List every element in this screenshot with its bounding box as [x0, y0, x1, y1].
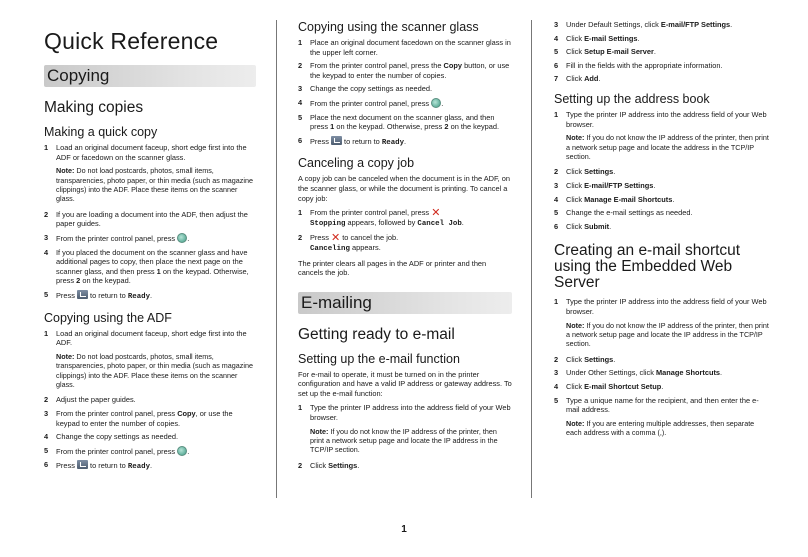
list-item: 1 Load an original document faceup, short edge first into the ADF. Note: Do not load postcards, photos, small items, transparencies, photo paper, or thin media (such as magazine clippings) into the ADF. Place these items on the scanner glass. [44, 329, 256, 390]
list-item: 2 Press ✕ to cancel the job. Canceling appears. [298, 232, 399, 253]
list-item: 5 Press to return to Ready. [44, 289, 153, 301]
email-function-heading: Setting up the e-mail function [298, 351, 460, 366]
quick-copy-steps [44, 143, 256, 303]
list-item: 2 Click Settings. [298, 460, 360, 470]
list-item: 6 Click Submit. [554, 221, 612, 231]
list-item: 3 Click E-mail/FTP Settings. [554, 180, 656, 190]
list-item: 2 Adjust the paper guides. [44, 395, 136, 405]
list-item: 2 If you are loading a document into the ADF, then adjust the paper guides. [44, 209, 248, 229]
list-item: 7 Click Add. [554, 74, 601, 84]
getting-ready-heading: Getting ready to e-mail [298, 325, 455, 343]
start-button-icon [177, 233, 187, 243]
email-shortcut-steps [554, 297, 770, 437]
back-button-icon [77, 290, 88, 299]
list-item: 1 Type the printer IP address into the address field of your Web browser. Note: If you do not know the IP address of the printer, then print a network setup page and locate the address in the TCP/IP section. [554, 109, 769, 161]
list-item: 4 From the printer control panel, press . [298, 97, 444, 108]
back-button-icon [331, 136, 342, 145]
list-item: 4 If you placed the document on the scanner glass and have additional pages to copy, then place the next page on the scanner glass, and then press 1 on the keypad. Otherwise, press 2 on the keypad. [44, 247, 249, 286]
address-book-heading: Setting up the address book [554, 91, 710, 106]
list-item: 4 Change the copy settings as needed. [44, 432, 179, 442]
list-item: 3 Under Other Settings, click Manage Shortcuts. [554, 368, 723, 378]
stop-button-icon: ✕ [431, 207, 441, 220]
column-divider [276, 20, 277, 498]
list-item: 1 Load an original document faceup, short edge first into the ADF or facedown on the scanner glass. Note: Do not load postcards, photos, small items, transparencies, photo paper, or thin media (such as magazine clippings) into the ADF. Place these items on the scanner glass. [44, 143, 256, 204]
email-function-intro: For e-mail to operate, it must be turned on in the printer configuration and have a valid IP address or gateway address. To set up the e-mail function: [298, 369, 512, 398]
list-item: 5 Change the e-mail settings as needed. [554, 208, 693, 218]
cancel-steps [298, 208, 512, 254]
note: Note: If you do not know the IP address of the printer, then print a network setup page and locate the address in the TCP/IP section. [566, 133, 769, 161]
column-divider [531, 20, 532, 498]
list-item: 2 Click Settings. [554, 167, 616, 177]
cancel-outro: The printer clears all pages in the ADF or printer and then cancels the job. [298, 258, 487, 278]
column-1 [44, 20, 256, 477]
list-item: 3 Under Default Settings, click E-mail/FTP Settings. [554, 20, 733, 29]
email-function-steps [298, 403, 512, 470]
section-heading-copying: Copying [44, 65, 256, 87]
list-item: 3 Change the copy settings as needed. [298, 84, 433, 94]
adf-heading: Copying using the ADF [44, 310, 172, 325]
list-item: 6 Fill in the fields with the appropriate information. [554, 60, 723, 70]
cancel-intro: A copy job can be canceled when the document is in the ADF, on the scanner glass, or while the document is printing. To cancel a copy job: [298, 174, 510, 203]
list-item: 3 From the printer control panel, press . [44, 233, 190, 243]
list-item: 5 Place the next document on the scanner glass, and then press 1 on the keypad. Otherwise, press 2 on the keypad. [298, 112, 500, 132]
back-button-icon [77, 460, 88, 469]
list-item: 2 Click Settings. [554, 354, 616, 364]
scanner-glass-heading: Copying using the scanner glass [298, 20, 479, 34]
adf-steps [44, 329, 256, 473]
list-item: 3 From the printer control panel, press Copy, or use the keypad to enter the number of copies. [44, 408, 233, 428]
list-item: 4 Click Manage E-mail Shortcuts. [554, 194, 675, 204]
list-item: 1 Place an original document facedown on the scanner glass in the upper left corner. [298, 38, 511, 57]
email-shortcut-heading: Creating an e-mail shortcut using the Embedded Web Server [554, 242, 741, 292]
quick-copy-heading: Making a quick copy [44, 125, 158, 139]
list-item: 1 Type the printer IP address into the address field of your Web browser. Note: If you do not know the IP address of the printer, then print a network setup page and locate the IP address in the TCP/IP section. [298, 403, 511, 455]
list-item: 6 Press to return to Ready. [298, 135, 407, 147]
list-item: 1 Type the printer IP address into the address field of your Web browser. Note: If you do not know the IP address of the printer, then print a network setup page and locate the IP address in the TCP/IP section. [554, 297, 769, 349]
note: Note: If you do not know the IP address of the printer, then print a network setup page and locate the IP address in the TCP/IP section. [310, 426, 498, 455]
stop-button-icon: ✕ [330, 232, 341, 245]
note: Note: Do not load postcards, photos, small items, transparencies, photo paper, or thin media (such as magazine clippings) into the ADF. Place these items on the scanner glass. [56, 351, 253, 389]
column-2 [298, 20, 512, 474]
scanner-glass-steps [298, 38, 512, 148]
list-item: 4 Click E-mail Settings. [554, 33, 640, 43]
note: Note: If you are entering multiple addresses, then separate each address with a comma (,). [566, 418, 755, 438]
list-item: 2 From the printer control panel, press the Copy button, or use the keypad to enter the number of copies. [298, 61, 510, 80]
cancel-copy-heading: Canceling a copy job [298, 156, 415, 171]
making-copies-heading: Making copies [44, 99, 144, 116]
list-item: 5 Click Setup E-mail Server. [554, 47, 656, 57]
email-function-steps-continued [554, 20, 770, 84]
start-button-icon [431, 98, 441, 108]
note: Note: Do not load postcards, photos, small items, transparencies, photo paper, or thin media (such as magazine clippings) into the ADF. Place these items on the scanner glass. [56, 166, 253, 204]
list-item: 1 From the printer control panel, press ✕ Stopping appears, followed by Cancel Job. [298, 207, 464, 228]
list-item: 6 Press to return to Ready. [44, 460, 153, 472]
list-item: 5 From the printer control panel, press . [44, 445, 190, 456]
page-title: Quick Reference [44, 28, 219, 54]
page-number: 1 [401, 524, 407, 535]
start-button-icon [177, 446, 187, 456]
list-item: 5 Type a unique name for the recipient, and then enter the e-mail address. Note: If you are entering multiple addresses, then separate each address with a comma (,). [554, 396, 770, 438]
column-3 [554, 20, 770, 444]
note: Note: If you do not know the IP address of the printer, then print a network setup page and locate the IP address in the TCP/IP section. [566, 320, 769, 349]
list-item: 4 Click E-mail Shortcut Setup. [554, 381, 664, 391]
address-book-steps [554, 110, 770, 231]
section-heading-emailing: E-mailing [298, 292, 512, 314]
